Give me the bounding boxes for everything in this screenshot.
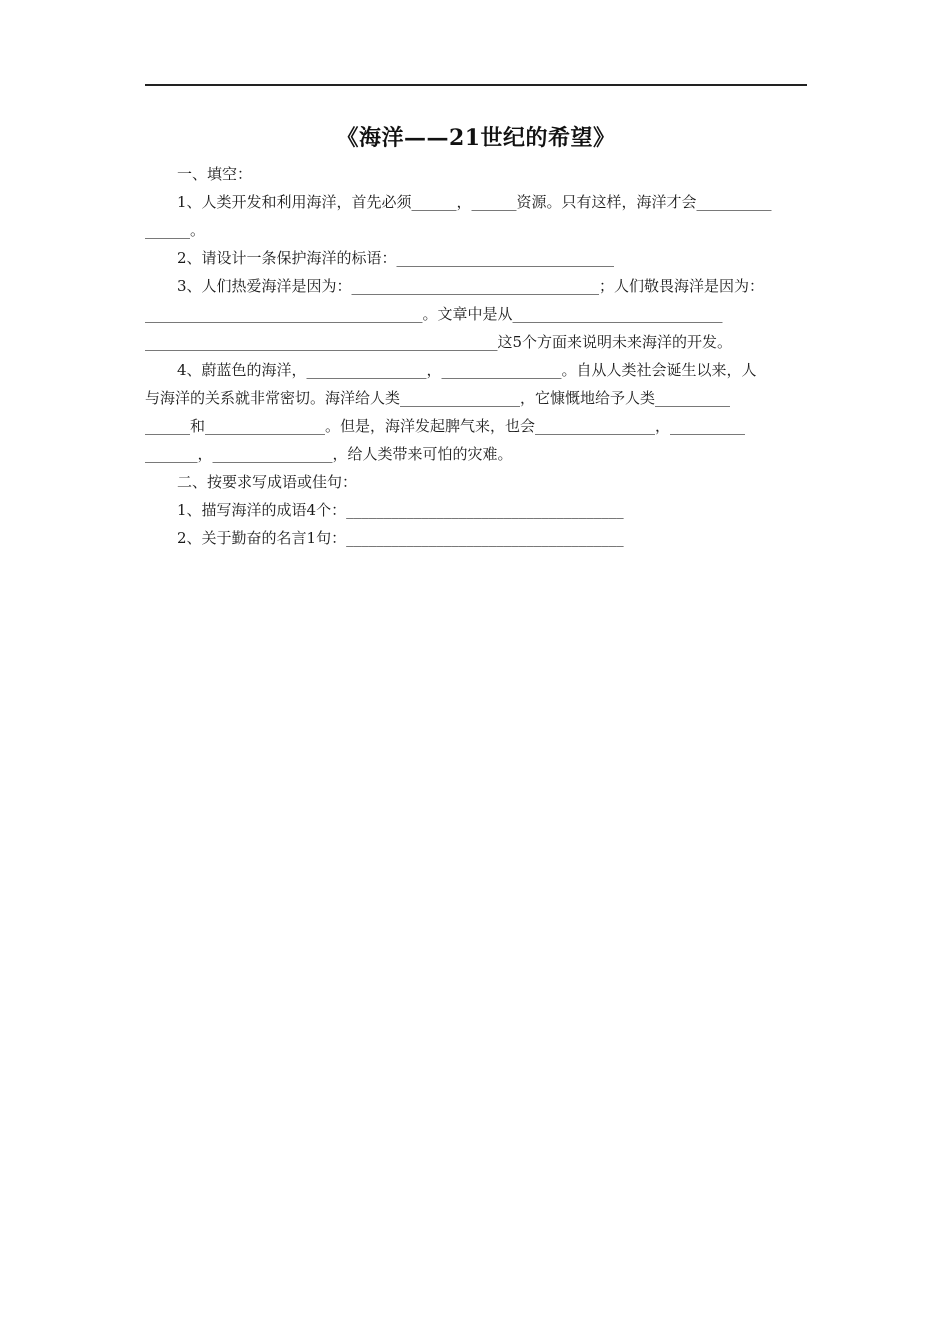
question-3-line-3: _______________________________________________这5个方面来说明未来海洋的开发。 xyxy=(145,333,733,351)
question-3-line-2: _____________________________________。文章中是从____________________________ xyxy=(145,305,723,323)
question-1-line-2: ______。 xyxy=(145,221,206,239)
question-4-line-4: _______，________________，给人类带来可怕的灾难。 xyxy=(145,445,513,463)
question-4-line-3: ______和________________。但是，海洋发起脾气来，也会________________，__________ xyxy=(145,417,746,435)
worksheet-body xyxy=(145,160,807,552)
question-4-line-2: 与海洋的关系就非常密切。海洋给人类________________，它慷慨地给予人类__________ xyxy=(145,389,731,407)
question-1-line-1: 1、人类开发和利用海洋，首先必须______，______资源。只有这样，海洋才会__________ xyxy=(177,193,772,211)
idiom-question-1: 1、描写海洋的成语4个：_____________________________________ xyxy=(177,501,624,519)
section-heading-idioms: 二、按要求写成语或佳句： xyxy=(177,473,358,491)
question-2-line: 2、请设计一条保护海洋的标语：_____________________________ xyxy=(177,249,615,267)
idiom-question-2: 2、关于勤奋的名言1句：_____________________________________ xyxy=(177,529,624,547)
section-heading-fill-blank: 一、填空： xyxy=(177,165,253,183)
header-rule xyxy=(145,84,807,86)
question-3-line-1: 3、人们热爱海洋是因为：_________________________________；人们敬畏海洋是因为： xyxy=(177,277,765,295)
question-4-line-1: 4、蔚蓝色的海洋，________________，________________。自从人类社会诞生以来，人 xyxy=(177,361,757,379)
document-title: 《海洋——21世纪的希望》 xyxy=(336,125,616,151)
